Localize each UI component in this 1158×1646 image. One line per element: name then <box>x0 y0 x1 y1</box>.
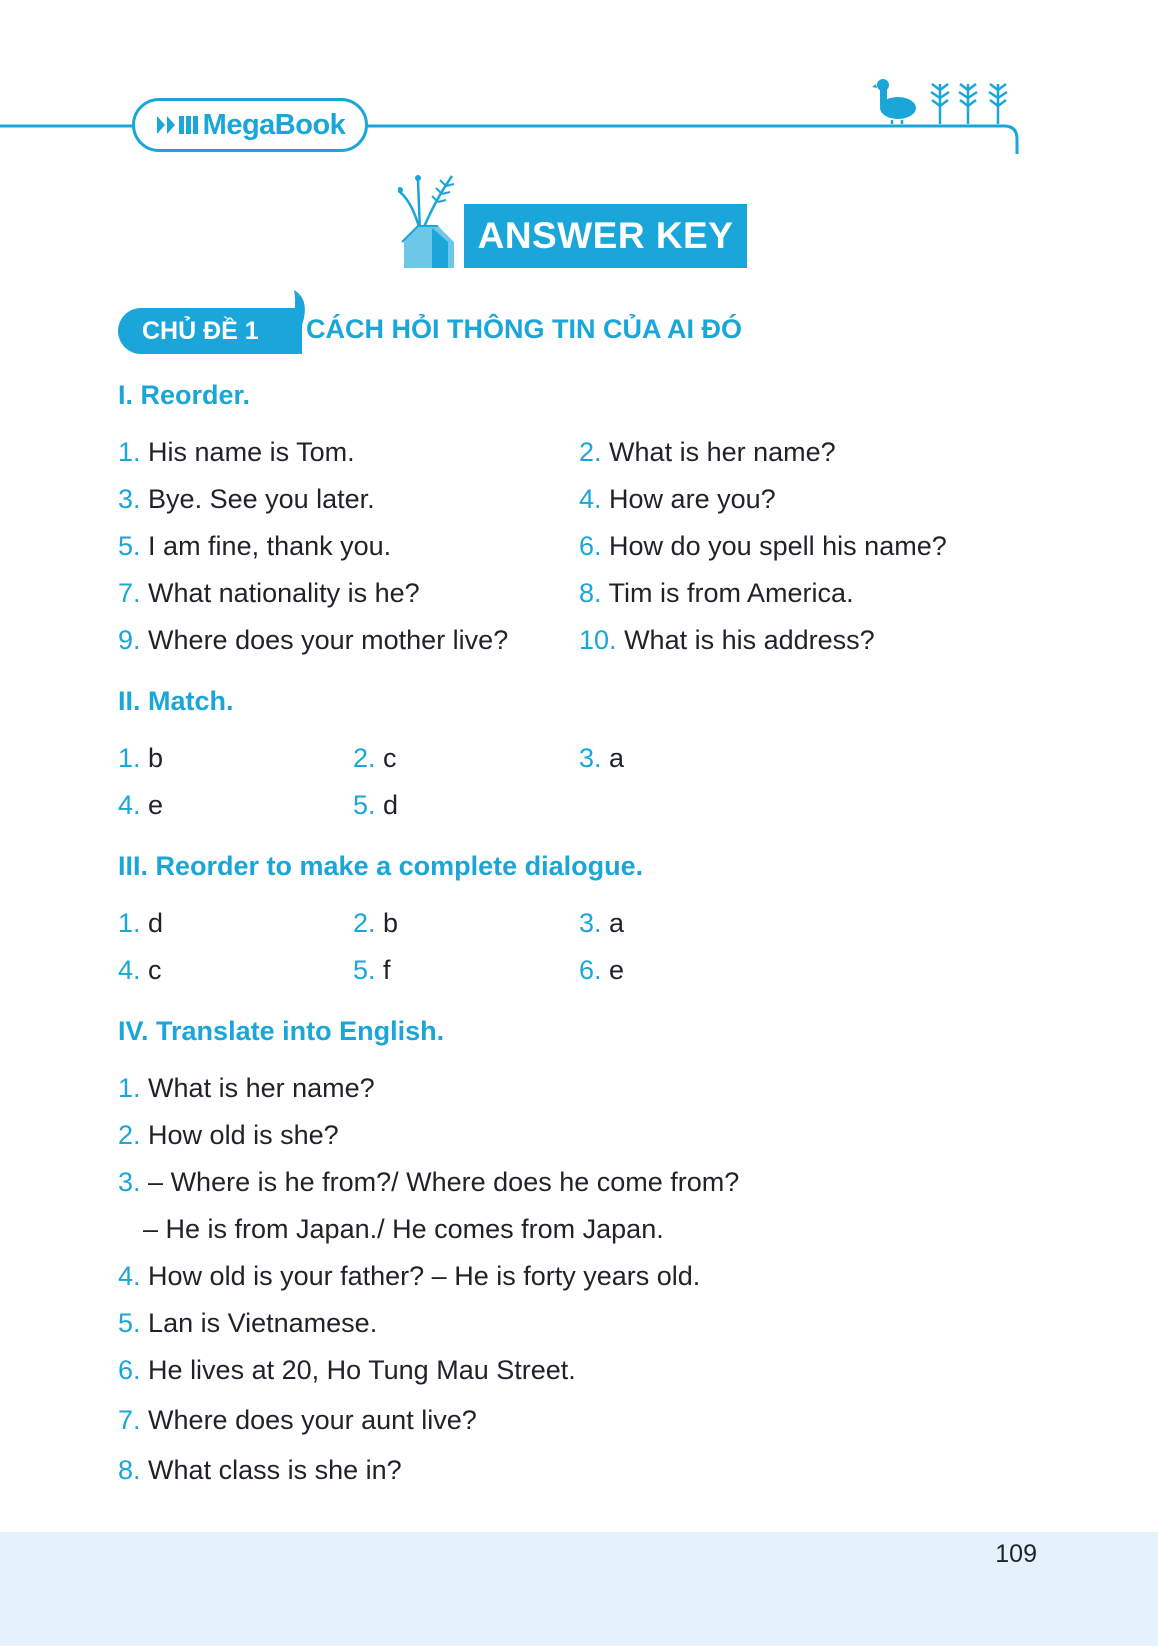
page-footer <box>0 1532 1158 1646</box>
plant-icon <box>986 80 1010 124</box>
item-text: His name is Tom. <box>148 437 355 467</box>
item-number: 4. <box>579 484 602 514</box>
list-item <box>118 788 163 822</box>
page-number: 109 <box>995 1540 1037 1568</box>
section-heading: II. Match. <box>118 686 234 716</box>
list-item <box>118 576 420 610</box>
item-number: 4. <box>118 790 141 820</box>
list-item <box>579 906 624 940</box>
item-number: 3. <box>118 1167 141 1197</box>
topic-leaf-icon <box>266 288 308 356</box>
item-text: b <box>383 908 399 938</box>
list-item <box>118 906 163 940</box>
item-text: What class is she in? <box>148 1455 402 1485</box>
list-item <box>118 741 163 775</box>
list-item <box>579 529 947 563</box>
list-item <box>579 576 854 610</box>
item-text: Lan is Vietnamese. <box>148 1308 378 1338</box>
item-number: 10. <box>579 625 617 655</box>
item-text: e <box>148 790 164 820</box>
list-item <box>579 482 776 516</box>
item-number: 7. <box>118 578 141 608</box>
item-number: 5. <box>353 790 376 820</box>
list-item <box>579 623 875 657</box>
list-item <box>118 435 355 469</box>
item-text: c <box>383 743 397 773</box>
item-number: 1. <box>118 437 141 467</box>
list-item <box>579 741 624 775</box>
item-number: 5. <box>118 531 141 561</box>
item-text: He lives at 20, Ho Tung Mau Street. <box>148 1355 576 1385</box>
topic-label: CHỦ ĐỀ 1 <box>142 316 259 345</box>
item-text: How old is your father? – He is forty years old. <box>148 1261 701 1291</box>
item-number: 5. <box>353 955 376 985</box>
item-number: 6. <box>118 1355 141 1385</box>
duck-icon <box>872 78 918 126</box>
item-text: f <box>383 955 391 985</box>
list-item <box>118 1403 477 1437</box>
topic-title: CÁCH HỎI THÔNG TIN CỦA AI ĐÓ <box>306 314 742 344</box>
house-plant-icon <box>398 172 470 270</box>
list-item <box>118 1165 739 1199</box>
list-item <box>579 953 624 987</box>
item-text: d <box>148 908 164 938</box>
list-item <box>118 1353 576 1387</box>
item-text: d <box>383 790 399 820</box>
item-text: e <box>609 955 625 985</box>
item-text: What is his address? <box>624 625 875 655</box>
list-item <box>118 1453 402 1487</box>
list-item <box>353 953 391 987</box>
item-text: a <box>609 743 625 773</box>
section-heading: I. Reorder. <box>118 380 251 410</box>
answer-key-title <box>464 204 747 268</box>
item-number: 3. <box>118 484 141 514</box>
item-text: How do you spell his name? <box>609 531 947 561</box>
item-number: 7. <box>118 1405 141 1435</box>
item-text: How are you? <box>609 484 776 514</box>
list-item <box>118 1071 375 1105</box>
item-number: 6. <box>579 955 602 985</box>
item-text: Where does your aunt live? <box>148 1405 477 1435</box>
list-item <box>353 788 398 822</box>
item-number: 2. <box>579 437 602 467</box>
item-number: 5. <box>118 1308 141 1338</box>
item-number: 3. <box>579 743 602 773</box>
list-item-continuation: – He is from Japan./ He comes from Japan. <box>143 1214 664 1244</box>
item-number: 8. <box>579 578 602 608</box>
list-item <box>118 482 375 516</box>
logo-text: MegaBook <box>202 108 346 141</box>
item-number: 3. <box>579 908 602 938</box>
item-number: 8. <box>118 1455 141 1485</box>
list-item <box>118 529 391 563</box>
logo-mark-icon <box>155 114 199 136</box>
item-text: I am fine, thank you. <box>148 531 392 561</box>
item-number: 1. <box>118 1073 141 1103</box>
item-text: – Where is he from?/ Where does he come from? <box>148 1167 740 1197</box>
list-item <box>118 623 508 657</box>
item-number: 4. <box>118 955 141 985</box>
item-text: What is her name? <box>609 437 836 467</box>
item-text: What nationality is he? <box>148 578 420 608</box>
item-number: 1. <box>118 743 141 773</box>
item-text: a <box>609 908 625 938</box>
item-number: 2. <box>353 743 376 773</box>
page-title: ANSWER KEY <box>477 215 734 256</box>
list-item <box>353 906 398 940</box>
plant-icon <box>956 80 980 124</box>
megabook-logo <box>132 98 368 152</box>
item-text: What is her name? <box>148 1073 375 1103</box>
item-text: Bye. See you later. <box>148 484 375 514</box>
item-text: How old is she? <box>148 1120 339 1150</box>
item-number: 9. <box>118 625 141 655</box>
item-text: b <box>148 743 164 773</box>
item-text: c <box>148 955 162 985</box>
list-item <box>118 1306 377 1340</box>
list-item <box>353 741 397 775</box>
item-number: 2. <box>118 1120 141 1150</box>
item-number: 1. <box>118 908 141 938</box>
list-item <box>118 1118 339 1152</box>
list-item <box>579 435 836 469</box>
item-number: 2. <box>353 908 376 938</box>
section-heading: IV. Translate into English. <box>118 1016 445 1046</box>
list-item <box>118 1259 700 1293</box>
plant-icon <box>928 80 952 124</box>
item-number: 6. <box>579 531 602 561</box>
item-number: 4. <box>118 1261 141 1291</box>
list-item <box>118 953 162 987</box>
item-text: Tim is from America. <box>608 578 854 608</box>
section-heading: III. Reorder to make a complete dialogue. <box>118 851 644 881</box>
item-text: Where does your mother live? <box>148 625 509 655</box>
